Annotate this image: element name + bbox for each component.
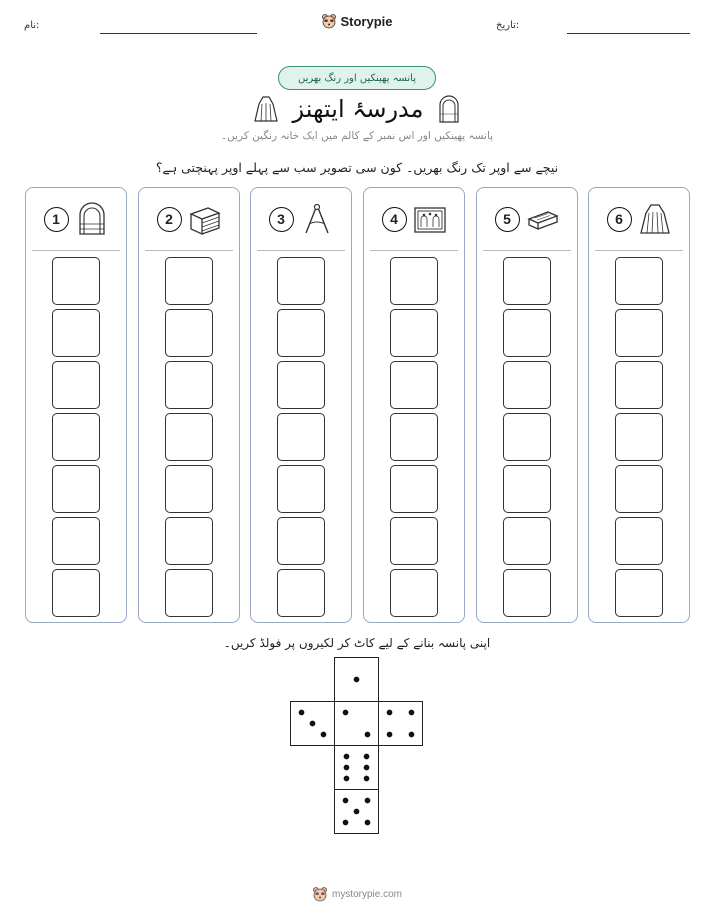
color-box[interactable] (503, 361, 551, 409)
column-divider (595, 250, 683, 251)
color-box[interactable] (165, 569, 213, 617)
color-box[interactable] (165, 413, 213, 461)
cloak-icon (638, 202, 672, 236)
column-2 (138, 187, 240, 623)
color-box[interactable] (615, 361, 663, 409)
color-box[interactable] (503, 413, 551, 461)
color-box[interactable] (165, 465, 213, 513)
die-face-5 (334, 789, 379, 834)
brand-name: Storypie (340, 13, 393, 29)
color-box[interactable] (390, 569, 438, 617)
color-box[interactable] (615, 517, 663, 565)
color-box[interactable] (277, 517, 325, 565)
arch-window-icon (75, 202, 109, 236)
color-box[interactable] (52, 257, 100, 305)
question-text: نیچے سے اوپر تک رنگ بھریں۔ کون سی تصویر سب سے پہلے اوپر پہنچتی ہے؟ (155, 160, 559, 175)
column-divider (32, 250, 120, 251)
fold-instruction: اپنی پانسہ بنانے کے لیے کاٹ کر لکیروں پر فولڈ کریں۔ (223, 636, 491, 650)
die-face-3 (290, 701, 335, 746)
color-box[interactable] (165, 517, 213, 565)
color-box[interactable] (165, 257, 213, 305)
name-line (100, 33, 257, 34)
footer-url[interactable]: mystorypie.com (331, 888, 402, 900)
brand-logo (0, 13, 714, 29)
color-box[interactable] (165, 361, 213, 409)
color-box[interactable] (277, 569, 325, 617)
die-face-4 (378, 701, 423, 746)
column-5 (476, 187, 578, 623)
name-label: نام: (24, 20, 40, 31)
color-box[interactable] (390, 257, 438, 305)
die-face-2 (334, 701, 379, 746)
color-box[interactable] (615, 309, 663, 357)
color-box[interactable] (390, 517, 438, 565)
date-label: تاریخ: (496, 20, 520, 31)
color-box[interactable] (277, 309, 325, 357)
title-row (0, 92, 714, 126)
column-number: 3 (269, 207, 294, 232)
books-icon (188, 202, 222, 236)
color-box[interactable] (52, 517, 100, 565)
color-box[interactable] (277, 465, 325, 513)
color-box[interactable] (390, 361, 438, 409)
instructions-subtitle: پانسہ پھینکیں اور اس نمبر کے کالم میں ایک خانہ رنگین کریں۔ (220, 130, 494, 142)
color-box[interactable] (277, 257, 325, 305)
page-title: مدرسۂ ایتھنز (292, 95, 424, 123)
color-box[interactable] (615, 465, 663, 513)
color-box[interactable] (503, 257, 551, 305)
cloak-icon (253, 94, 279, 124)
color-box[interactable] (390, 465, 438, 513)
date-line (567, 33, 690, 34)
color-box[interactable] (52, 413, 100, 461)
color-box[interactable] (503, 465, 551, 513)
color-box[interactable] (277, 361, 325, 409)
storypie-bear-icon (312, 886, 328, 902)
color-box[interactable] (52, 309, 100, 357)
column-number: 5 (495, 207, 520, 232)
compass-icon (300, 202, 334, 236)
column-6 (588, 187, 690, 623)
color-box[interactable] (165, 309, 213, 357)
color-box[interactable] (615, 257, 663, 305)
activity-badge: پانسہ پھینکیں اور رنگ بھریں (278, 66, 436, 90)
column-3 (250, 187, 352, 623)
color-box[interactable] (390, 309, 438, 357)
column-divider (257, 250, 345, 251)
footer (0, 886, 714, 902)
column-header (139, 202, 239, 236)
column-4 (363, 187, 465, 623)
color-box[interactable] (615, 569, 663, 617)
column-divider (483, 250, 571, 251)
tablet-icon (526, 202, 560, 236)
column-number: 2 (157, 207, 182, 232)
column-header (26, 202, 126, 236)
arch-window-icon (437, 94, 461, 124)
die-face-6 (334, 745, 379, 790)
column-header (251, 202, 351, 236)
color-box[interactable] (52, 465, 100, 513)
column-header (477, 202, 577, 236)
column-header (589, 202, 689, 236)
column-number: 4 (382, 207, 407, 232)
column-divider (145, 250, 233, 251)
color-box[interactable] (503, 309, 551, 357)
color-box[interactable] (503, 517, 551, 565)
column-number: 1 (44, 207, 69, 232)
column-divider (370, 250, 458, 251)
color-box[interactable] (390, 413, 438, 461)
color-box[interactable] (52, 361, 100, 409)
color-box[interactable] (503, 569, 551, 617)
column-header (364, 202, 464, 236)
column-number: 6 (607, 207, 632, 232)
color-box[interactable] (52, 569, 100, 617)
column-1 (25, 187, 127, 623)
die-face-1 (334, 657, 379, 702)
color-box[interactable] (615, 413, 663, 461)
storypie-bear-icon (321, 13, 337, 29)
fresco-painting-icon (413, 202, 447, 236)
color-box[interactable] (277, 413, 325, 461)
